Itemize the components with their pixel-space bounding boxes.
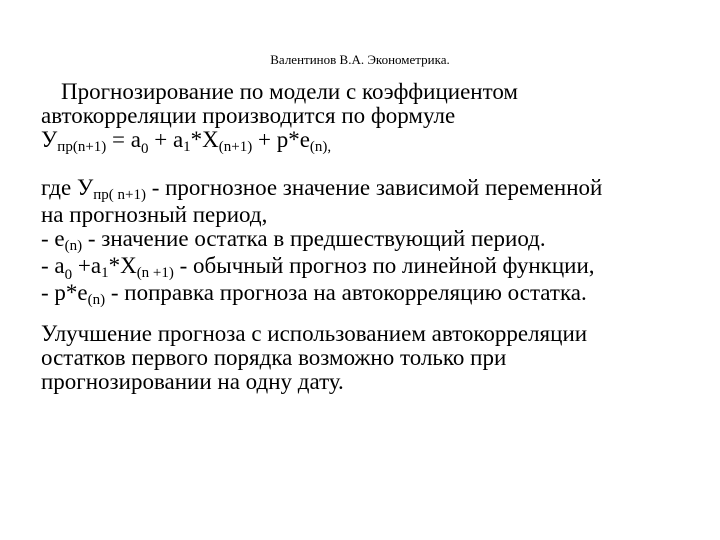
- formula-a1-subscript: 1: [183, 139, 191, 155]
- conclusion-line-2: остатков первого порядка возможно только при: [41, 345, 507, 370]
- formula-eq-a: = a: [106, 127, 141, 152]
- definition-3-text: - значение остатка в предшествующий период.: [82, 226, 546, 251]
- definition-5-text: - поправка прогноза на автокорреляцию остатка.: [105, 280, 587, 305]
- definition-4-prefix: - a: [41, 253, 65, 278]
- definition-5-subscript: (n): [87, 292, 106, 308]
- formula-e-subscript: (n),: [309, 139, 332, 155]
- definition-line-1: [41, 176, 701, 203]
- formula-y-subscript: пр(n+1): [57, 139, 107, 155]
- definition-line-3: [41, 227, 701, 254]
- formula-p-e: + p*e: [252, 127, 310, 152]
- conclusion-block: [41, 322, 701, 394]
- definition-4-x: *X: [108, 253, 137, 278]
- formula-a0-subscript: 0: [140, 141, 149, 157]
- page-header: Валентинов В.А. Эконометрика.: [270, 52, 450, 67]
- definition-line-5: [41, 281, 701, 308]
- formula-y: У: [41, 127, 58, 152]
- intro-line-2: автокорреляции производится по формуле: [41, 103, 456, 128]
- formula: [41, 128, 701, 155]
- definition-3-subscript: (n): [64, 238, 83, 254]
- conclusion-line-1: Улучшение прогноза с использованием автокорреляции: [41, 321, 588, 346]
- definition-1-prefix: где У: [41, 175, 94, 200]
- definitions-block: [41, 176, 701, 308]
- definition-4-subscript-x: (n +1): [136, 265, 174, 281]
- definition-4-mid: +a: [72, 253, 102, 278]
- definition-4-subscript-1: 1: [101, 265, 109, 281]
- formula-x: *X: [190, 127, 219, 152]
- formula-x-subscript: (n+1): [218, 139, 253, 155]
- formula-plus-a: + a: [148, 127, 184, 152]
- intro-block: [41, 80, 701, 155]
- definition-1-text: - прогнозное значение зависимой переменной: [145, 175, 603, 200]
- definition-1-subscript: пр( n+1): [93, 187, 146, 203]
- conclusion-line-3: прогнозировании на одну дату.: [41, 369, 344, 394]
- definition-line-4: [41, 254, 701, 281]
- definition-4-text: - обычный прогноз по линейной функции,: [173, 253, 595, 278]
- intro-line-1: Прогнозирование по модели с коэффициентом: [61, 79, 518, 104]
- definition-3-prefix: - e: [41, 226, 65, 251]
- definition-4-subscript-0: 0: [64, 267, 73, 283]
- definition-5-prefix: - p*e: [41, 280, 88, 305]
- definition-line-2: на прогнозный период,: [41, 202, 268, 227]
